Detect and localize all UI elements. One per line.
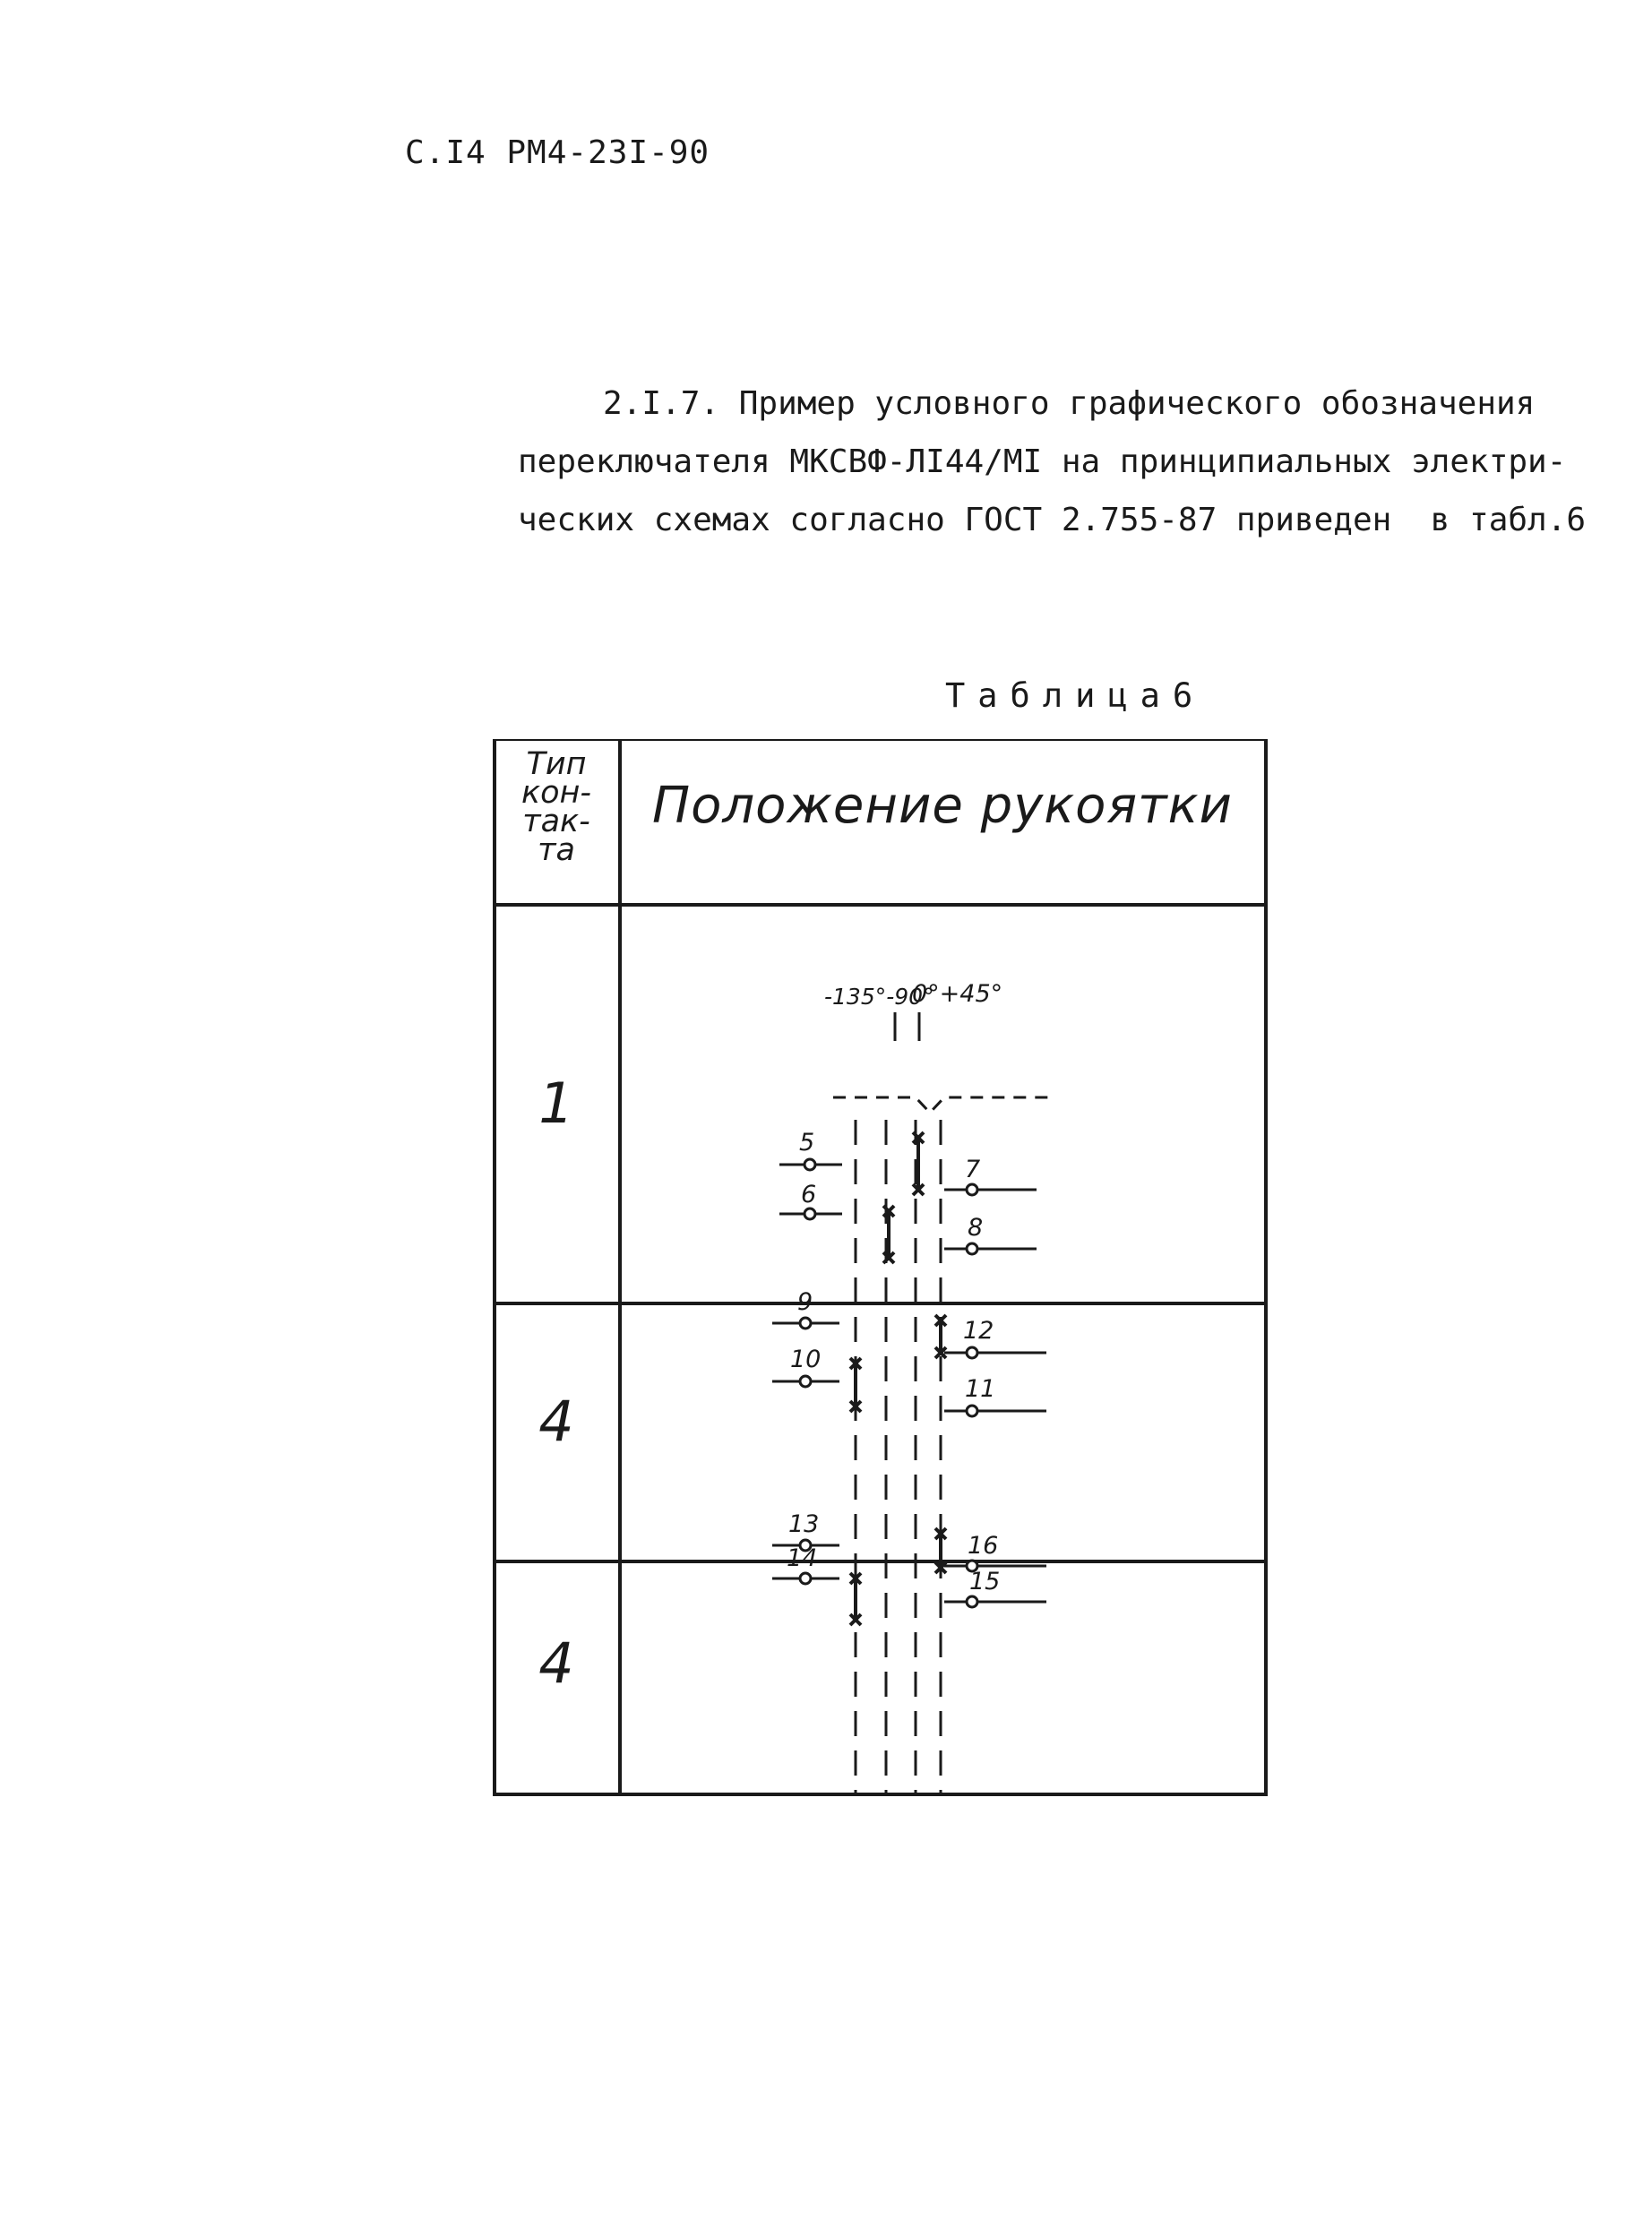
- switch-diagram: [620, 905, 1268, 1796]
- contact-label: 11: [965, 1375, 996, 1403]
- header-type-line: кон-: [521, 775, 592, 811]
- row-2-type: 4: [538, 1389, 574, 1454]
- contact-label: 5: [799, 1129, 815, 1157]
- paragraph-line: ческих схемах согласно ГОСТ 2.755-87 приведен в табл.6: [518, 502, 1587, 538]
- header-type-line: та: [538, 832, 575, 868]
- header-contact-type: [493, 746, 620, 868]
- contact-label: 8: [968, 1214, 984, 1242]
- contact-label: 9: [797, 1288, 813, 1316]
- row-1-type: 1: [538, 1071, 574, 1136]
- contact-label: 12: [963, 1317, 994, 1345]
- contact-label: 15: [969, 1568, 1001, 1595]
- switch-diagram-drawing: [620, 905, 1268, 1796]
- contact-table: [493, 739, 1268, 1796]
- contact-label: 16: [968, 1532, 999, 1560]
- contact-label: 13: [788, 1510, 820, 1538]
- angle-label-right: 0°+45°: [912, 980, 1003, 1008]
- table-caption: Таблица6: [945, 676, 1206, 715]
- contact-label: 7: [965, 1156, 981, 1183]
- contact-label: 14: [787, 1544, 818, 1572]
- angle-label-left: -135°-90°: [824, 984, 934, 1010]
- paragraph-line: 2.I.7. Пример условного графического обозначения: [603, 385, 1536, 422]
- body-paragraph: [518, 374, 1638, 549]
- header-type-line: Тип: [526, 746, 587, 782]
- row-3-type: 4: [538, 1630, 574, 1696]
- page-header: С.I4 РМ4-23I-90: [405, 134, 710, 171]
- header-handle-position: Положение рукоятки: [652, 777, 1233, 835]
- paragraph-line: переключателя МКСВФ-ЛI44/МI на принципиальных электри-: [518, 443, 1567, 480]
- contact-label: 6: [801, 1181, 817, 1208]
- header-type-line: так-: [522, 804, 590, 839]
- contact-label: 10: [790, 1346, 822, 1373]
